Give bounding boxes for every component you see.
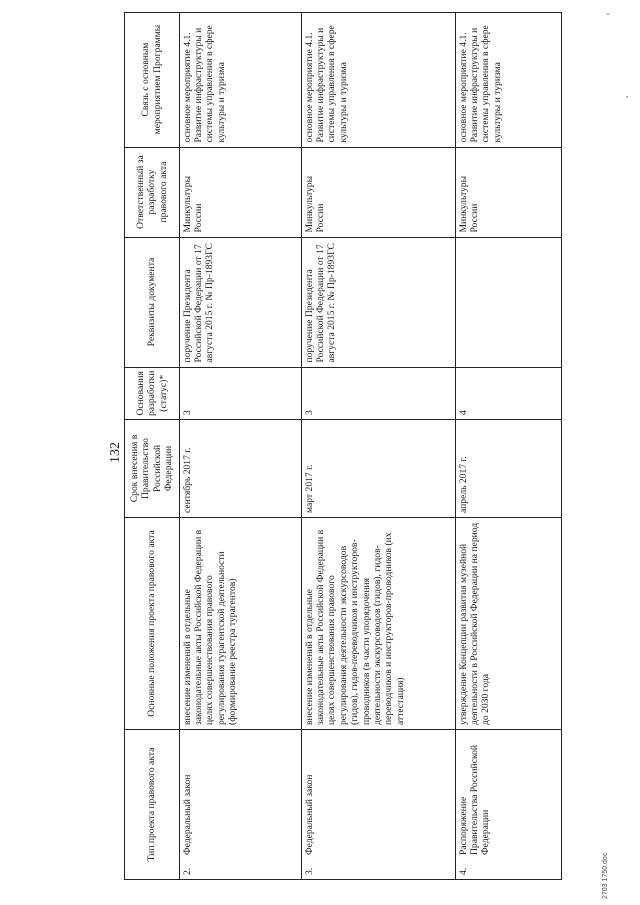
scan-speck	[607, 13, 609, 15]
content-cell: утверждение Концепции развития музейной деятельности в Российской Федерации на период до 2030 года	[455, 518, 561, 730]
program-link-cell: основное мероприятие 4.1. Развитие инфраструктуры и системы управления в сфере культуры и туризма	[179, 12, 301, 147]
requisites-cell: поручение Президента Российской Федерации от 17 августа 2015 г. № Пр-1893ГС	[179, 237, 301, 367]
responsible-cell: Минкультуры России	[179, 147, 301, 237]
table-row	[301, 12, 455, 879]
row-number: 2.	[181, 867, 193, 875]
page-number: 132	[108, 442, 123, 463]
requisites-cell: поручение Президента Российской Федерации от 17 августа 2015 г. № Пр-1893ГС	[301, 237, 455, 367]
requisites-cell	[455, 237, 561, 367]
basis-cell: 4	[455, 367, 561, 419]
header-row	[125, 12, 180, 879]
deadline-cell: сентябрь 2017 г.	[179, 420, 301, 518]
header-cell: Тип проекта правового акта	[125, 730, 180, 880]
program-link-cell: основное мероприятие 4.1. Развитие инфраструктуры и системы управления в сфере культуры и туризма	[301, 12, 455, 147]
program-link-cell: основное мероприятие 4.1. Развитие инфраструктуры и системы управления в сфере культуры и туризма	[455, 12, 561, 147]
header-cell: Срок внесения в Правительство Российской Федерации	[125, 420, 180, 518]
row-number: 4.	[457, 867, 469, 875]
deadline-cell: март 2017 г.	[301, 420, 455, 518]
row-number: 3.	[303, 867, 315, 875]
header-cell: Основные положения проекта правового акта	[125, 518, 180, 730]
type-cell	[301, 730, 455, 880]
header-cell: Связь с основным мероприятием Программы	[125, 12, 180, 147]
footer-filename: 2703 1750.doc	[602, 852, 609, 899]
header-cell: Основания разработки (статус)*	[125, 367, 180, 419]
content-cell: внесение изменений в отдельные законодательные акты Российской Федерации в целях совершенствования правового регулирования деятельности экскурсоводов (гидов), гидов-переводчиков и инструкторов-проводников (в части упорядочения деятельности экскурсоводов (гидов), гидов-переводчиков и инструкторов-проводников (их аттестация)	[301, 518, 455, 730]
header-cell: Ответственный за разработку правового акта	[125, 147, 180, 237]
table-row	[455, 12, 561, 879]
basis-cell: 3	[301, 367, 455, 419]
act-type: Федеральный закон	[181, 774, 193, 855]
type-cell	[455, 730, 561, 880]
responsible-cell: Минкультуры России	[301, 147, 455, 237]
type-cell	[179, 730, 301, 880]
content-cell: внесение изменений в отдельные законодательные акты Российской Федерации в целях совершенствования правового регулирования турагентской деятельности (формирование реестра турагентов)	[179, 518, 301, 730]
basis-cell: 3	[179, 367, 301, 419]
legal-acts-table	[124, 12, 562, 880]
responsible-cell: Минкультуры России	[455, 147, 561, 237]
act-type: Федеральный закон	[303, 774, 315, 855]
scan-speck	[626, 96, 628, 98]
deadline-cell: апрель 2017 г.	[455, 420, 561, 518]
table-row	[179, 12, 301, 879]
header-cell: Реквизиты документа	[125, 237, 180, 367]
act-type: Распоряжение Правительства Российской Федерации	[457, 744, 492, 855]
